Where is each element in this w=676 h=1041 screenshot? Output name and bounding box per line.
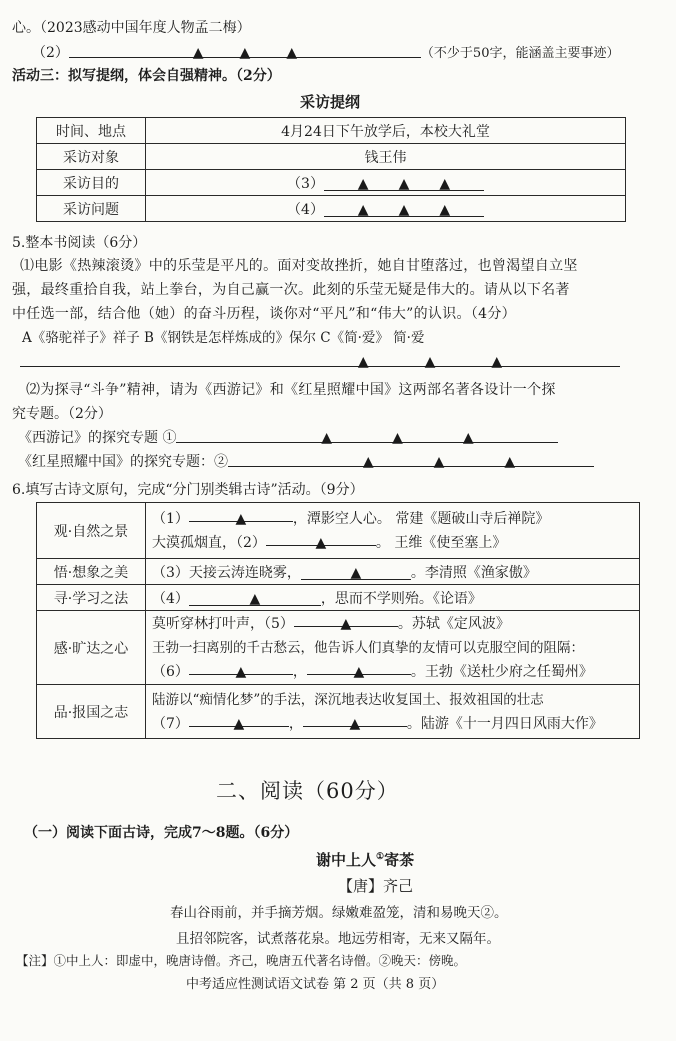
q2-answer-blank[interactable] xyxy=(69,43,421,61)
activity3-title: 活动三：拟写提纲，体会自强精神。（2分） xyxy=(12,68,281,84)
q5-options: A《骆驼祥子》祥子 B《钢铁是怎样炼成的》保尔 C《简·爱》 简·爱 xyxy=(22,330,425,346)
xiyou-label: 《西游记》的探究专题 ① xyxy=(18,430,177,446)
blank-marker-icon: ▲ xyxy=(424,354,436,370)
table-value: 钱王伟 xyxy=(146,144,626,170)
table-label: 采访对象 xyxy=(37,144,146,170)
line-text: 莫听穿林打叶声，（5） xyxy=(152,615,294,632)
poetry-table xyxy=(36,502,640,739)
blank-marker-icon: ▲ xyxy=(357,354,369,370)
line-text: 王勃一扫离别的千古愁云，他告诉人们真挚的友情可以克服空间的阻隔： xyxy=(152,639,584,656)
q5-answer-blank[interactable] xyxy=(20,352,620,370)
blank-marker-icon: ▲ xyxy=(235,663,247,680)
poem-title-footnote: ① xyxy=(376,852,385,862)
poetry-cell xyxy=(146,503,640,559)
q5-2-line: ⑵为探寻“斗争”精神，请为《西游记》和《红星照耀中国》这两部名著各设计一个探 xyxy=(26,382,556,398)
blank-marker-icon: ▲ xyxy=(491,354,503,370)
blank-marker-icon: ▲ xyxy=(192,45,204,61)
line-text: 大漠孤烟直，（2） xyxy=(152,534,266,551)
poetry-cell xyxy=(146,585,640,611)
poem-note: 【注】①中上人：即虚中，晚唐诗僧。齐己，晚唐五代著名诗僧。②晚天：傍晚。 xyxy=(16,953,467,968)
blank-marker-icon: ▲ xyxy=(433,454,445,470)
poetry-cell xyxy=(146,685,640,739)
poem-line: 且招邻院客，试煮落花泉。地远劳相寄，无来又隔年。 xyxy=(176,931,500,947)
table-value-cell xyxy=(146,196,626,222)
section-heading: 二、阅读（60分） xyxy=(216,779,399,803)
line-text: ，思而不学则殆。《论语》 xyxy=(320,590,482,607)
q6-2-blank[interactable] xyxy=(266,531,376,551)
table-label: 时间、地点 xyxy=(37,118,146,144)
q6-1-blank[interactable] xyxy=(189,507,293,527)
line-text: 陆游以“痴情化梦”的手法，深沉地表达收复国土、报效祖国的壮志 xyxy=(152,691,544,708)
poetry-cell xyxy=(146,611,640,685)
line-text: 。苏轼《定风波》 xyxy=(397,615,510,632)
line-text: 。李清照《渔家傲》 xyxy=(410,564,537,581)
line-text: （1） xyxy=(152,510,189,527)
poem-author: 【唐】齐己 xyxy=(338,877,414,895)
blank-marker-icon: ▲ xyxy=(504,454,516,470)
table-value: 4月24日下午放学后，本校大礼堂 xyxy=(146,118,626,144)
line-text: （7） xyxy=(152,715,189,732)
q3-answer-blank[interactable] xyxy=(324,176,484,191)
line-text: ， xyxy=(288,715,303,732)
q6-4-blank[interactable] xyxy=(189,591,321,606)
line-text: （4） xyxy=(152,590,189,607)
category-label: 悟·想象之美 xyxy=(37,559,146,585)
q6-5-blank[interactable] xyxy=(294,612,398,632)
blank-marker-icon: ▲ xyxy=(439,175,451,192)
q4-answer-blank[interactable] xyxy=(324,202,484,217)
blank-marker-icon: ▲ xyxy=(357,175,369,192)
blank-marker-icon: ▲ xyxy=(340,615,352,632)
table-label: 采访问题 xyxy=(37,196,146,222)
question-number: （4） xyxy=(287,201,324,218)
hongxing-answer-blank[interactable] xyxy=(228,452,594,470)
poem-title-end: 寄茶 xyxy=(384,851,415,869)
blank-marker-icon: ▲ xyxy=(398,201,410,218)
q6-7b-blank[interactable] xyxy=(303,712,407,732)
poem-title xyxy=(316,849,414,870)
q6-title: 6.填写古诗文原句，完成“分门别类辑古诗”活动。（9分） xyxy=(12,482,364,498)
blank-marker-icon: ▲ xyxy=(392,430,403,446)
category-label: 感·旷达之心 xyxy=(37,611,146,685)
blank-marker-icon: ▲ xyxy=(439,201,451,218)
poem-title-main: 谢中上人 xyxy=(316,851,377,869)
question-number: （3） xyxy=(287,175,324,192)
blank-marker-icon: ▲ xyxy=(315,534,327,551)
blank-marker-icon: ▲ xyxy=(357,201,369,218)
category-label: 寻·学习之法 xyxy=(37,585,146,611)
line-text: ， xyxy=(292,663,307,680)
line-text: ，潭影空人心。 常建《题破山寺后禅院》 xyxy=(292,510,550,527)
q5-paragraph-line: 强，最终重拾自我，站上拳台，为自己赢一次。此刻的乐莹无疑是伟大的。请从以下名著 xyxy=(12,282,570,298)
q5-answer-line xyxy=(20,352,620,372)
table-label: 采访目的 xyxy=(37,170,146,196)
line-text: （3）天接云涛连晓雾， xyxy=(152,564,301,581)
q2-line xyxy=(32,43,619,64)
hongxing-label: 《红星照耀中国》的探究专题：② xyxy=(18,454,228,470)
interview-outline-table xyxy=(36,117,626,222)
subsection-title: （一）阅读下面古诗，完成7～8题。（6分） xyxy=(24,825,299,841)
category-label: 观·自然之景 xyxy=(37,503,146,559)
blank-marker-icon: ▲ xyxy=(353,663,365,680)
page-footer: 中考适应性测试语文试卷 第 2 页（共 8 页） xyxy=(186,977,445,992)
poem-line: 春山谷雨前，并手摘芳烟。绿嫩难盈笼，清和易晚天②。 xyxy=(170,905,508,921)
blank-marker-icon: ▲ xyxy=(462,430,474,446)
q2-hint: （不少于50字，能涵盖主要事迹） xyxy=(420,46,620,61)
blank-marker-icon: ▲ xyxy=(350,564,362,581)
q5-title: 5.整本书阅读（6分） xyxy=(12,235,147,251)
q5-paragraph-line: 中任选一部，结合他（她）的奋斗历程，谈你对“平凡”和“伟大”的认识。（4分） xyxy=(12,306,516,322)
blank-marker-icon: ▲ xyxy=(349,715,361,732)
q6-3-blank[interactable] xyxy=(301,565,411,580)
blank-marker-icon: ▲ xyxy=(239,45,251,61)
blank-marker-icon: ▲ xyxy=(249,590,261,607)
xiyou-topic-line xyxy=(18,428,558,448)
blank-marker-icon: ▲ xyxy=(286,45,298,61)
blank-marker-icon: ▲ xyxy=(233,715,245,732)
hongxing-topic-line xyxy=(18,452,594,472)
category-label: 品·报国之志 xyxy=(37,685,146,739)
q5-2-line: 究专题。（2分） xyxy=(12,406,112,422)
xiyou-answer-blank[interactable] xyxy=(176,428,558,446)
text-line-top: 心。（2023感动中国年度人物孟二梅） xyxy=(12,20,251,36)
q5-paragraph-line: ⑴电影《热辣滚烫》中的乐莹是平凡的。面对变故挫折，她自甘堕落过，也曾渴望自立坚 xyxy=(20,258,578,274)
table-title: 采访提纲 xyxy=(300,93,361,111)
line-text: 。王勃《送杜少府之任蜀州》 xyxy=(410,663,593,680)
blank-marker-icon: ▲ xyxy=(398,175,410,192)
line-text: （6） xyxy=(152,663,189,680)
blank-marker-icon: ▲ xyxy=(235,510,247,527)
poetry-cell xyxy=(146,559,640,585)
q6-7a-blank[interactable] xyxy=(189,712,289,732)
line-text: 。 王维《使至塞上》 xyxy=(375,534,507,551)
blank-marker-icon: ▲ xyxy=(362,454,374,470)
blank-marker-icon: ▲ xyxy=(321,430,333,446)
q6-6a-blank[interactable] xyxy=(189,660,293,680)
table-value-cell xyxy=(146,170,626,196)
line-text: 。陆游《十一月四日风雨大作》 xyxy=(406,715,603,732)
q2-number: （2） xyxy=(32,45,69,61)
q6-6b-blank[interactable] xyxy=(307,660,411,680)
